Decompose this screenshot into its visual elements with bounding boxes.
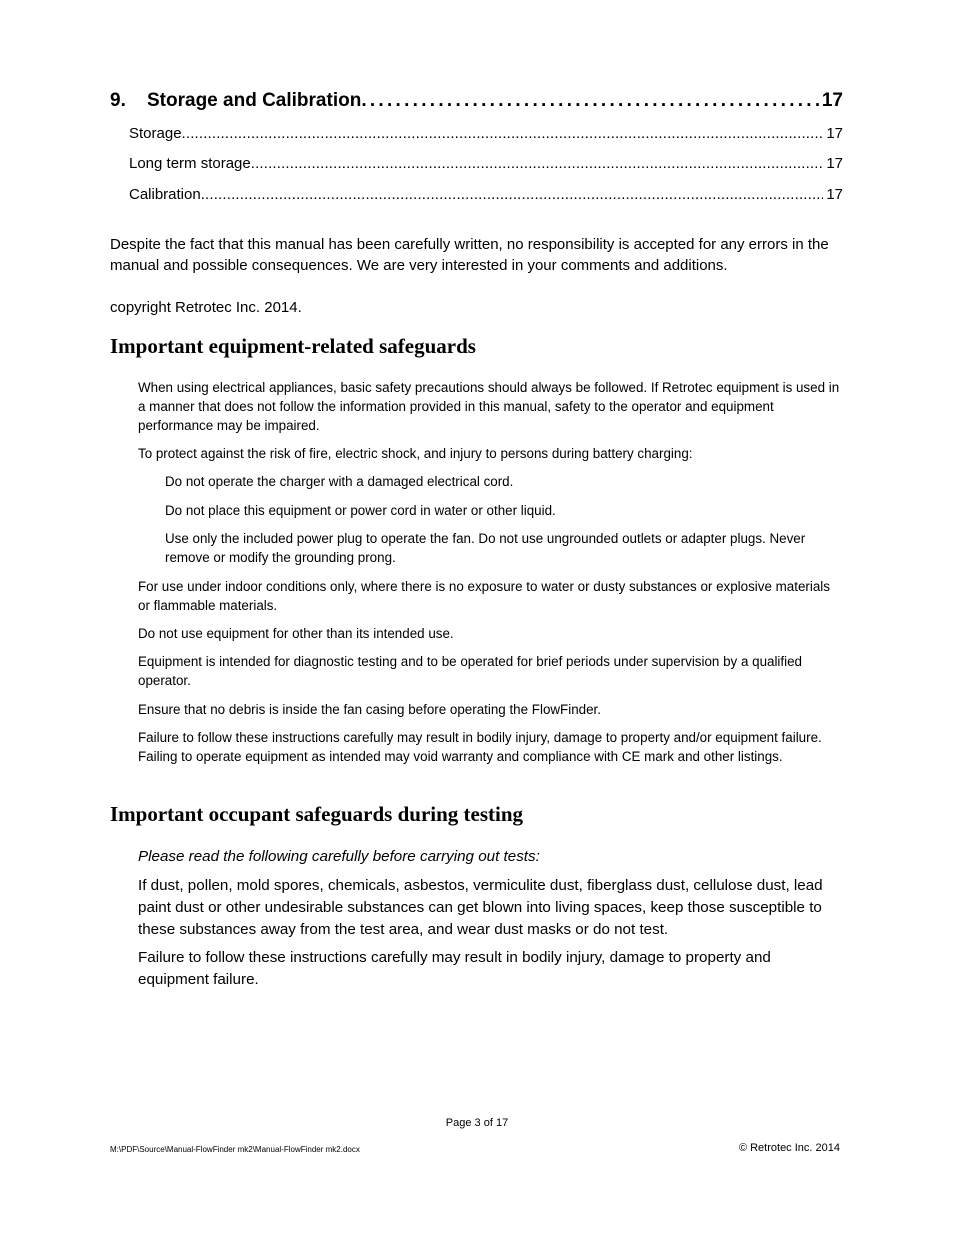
toc-leader-dots: [201, 186, 824, 203]
toc-page-number: 17: [826, 125, 843, 142]
file-path-footer: M:\PDF\Source\Manual-FlowFinder mk2\Manual-FlowFinder mk2.docx: [110, 1145, 360, 1154]
disclaimer-paragraph: Despite the fact that this manual has been carefully written, no responsibility is accepted for any errors in the manual and possible consequences. We are very interested in your comments and additions.: [110, 236, 829, 274]
occupant-lead-paragraph: Please read the following carefully before carrying out tests:: [138, 848, 540, 865]
toc-entry-long-term-storage[interactable]: [129, 155, 843, 175]
charging-protection-lead: To protect against the risk of fire, electric shock, and injury to persons during battery charging:: [138, 446, 693, 461]
toc-page-number: 17: [821, 90, 843, 111]
occupant-failure-paragraph: Failure to follow these instructions carefully may result in bodily injury, damage to property and equipment failure.: [138, 949, 771, 988]
toc-section-number: 9.: [110, 90, 126, 111]
debris-paragraph: Ensure that no debris is inside the fan casing before operating the FlowFinder.: [138, 702, 601, 717]
equipment-safeguards-heading: Important equipment-related safeguards: [110, 334, 476, 358]
toc-entry-storage[interactable]: [129, 125, 843, 145]
page-number-footer: Page 3 of 17: [445, 1117, 509, 1129]
toc-leader-dots: [182, 125, 824, 142]
toc-entry-title: Calibration: [129, 186, 201, 203]
diagnostic-testing-paragraph: Equipment is intended for diagnostic testing and to be operated for brief periods under supervision by a qualified operator.: [138, 654, 803, 688]
equipment-intro-paragraph: When using electrical appliances, basic safety precautions should always be followed. If Retrotec equipment is used in a manner that does not follow the information provided in this manual, safety to the operator and equipment performance may be impaired.: [138, 380, 840, 433]
toc-page-number: 17: [826, 186, 843, 203]
toc-entry-storage-and-calibration[interactable]: [110, 90, 843, 116]
equipment-failure-paragraph: Failure to follow these instructions carefully may result in bodily injury, damage to property and/or equipment failure. Failing to operate equipment as intended may void warranty and compliance with CE mark and other listings.: [138, 730, 822, 764]
toc-entry-title: Long term storage: [129, 155, 251, 172]
charging-item-damaged-cord: Do not operate the charger with a damaged electrical cord.: [165, 474, 514, 489]
occupant-safeguards-heading: Important occupant safeguards during testing: [110, 802, 524, 826]
dust-warning-paragraph: If dust, pollen, mold spores, chemicals, asbestos, vermiculite dust, fiberglass dust, cellulose dust, lead paint dust or other undesirable substances can get blown into living spaces, keep those susceptible to these substances away from the test area, and wear dust masks or do not test.: [138, 877, 823, 938]
copyright-footer: © Retrotec Inc. 2014: [738, 1142, 840, 1154]
toc-entry-calibration[interactable]: [129, 186, 843, 206]
indoor-use-paragraph: For use under indoor conditions only, where there is no exposure to water or dusty substances or explosive materials or flammable materials.: [138, 579, 830, 613]
toc-entry-title: Storage: [129, 125, 182, 142]
toc-section-title: Storage and Calibration: [147, 90, 362, 111]
toc-leader-dots: [251, 155, 824, 172]
charging-item-power-plug: Use only the included power plug to operate the fan. Do not use ungrounded outlets or adapter plugs. Never remove or modify the grounding prong.: [165, 531, 806, 565]
toc-page-number: 17: [826, 155, 843, 172]
intended-use-paragraph: Do not use equipment for other than its intended use.: [138, 626, 454, 641]
charging-item-water: Do not place this equipment or power cord in water or other liquid.: [165, 503, 556, 518]
copyright-line: copyright Retrotec Inc. 2014.: [110, 299, 302, 316]
toc-leader-dots: [361, 90, 819, 112]
